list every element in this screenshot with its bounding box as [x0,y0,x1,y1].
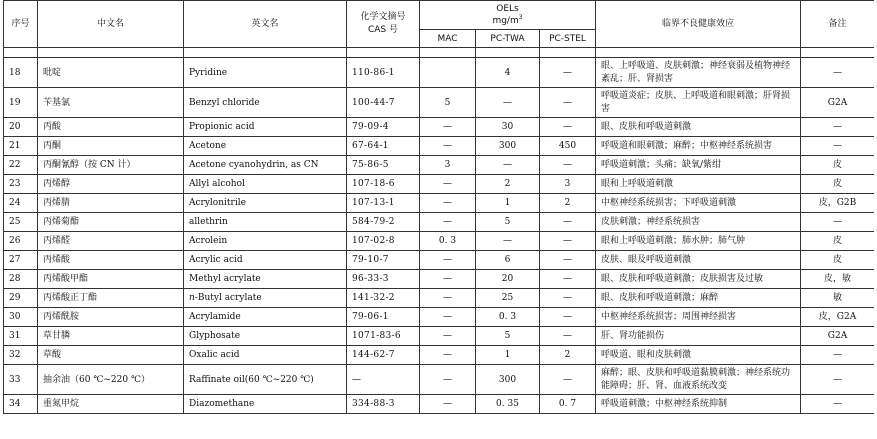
cell-pc-stel: — [540,289,596,308]
header-oels-label: OELs [496,4,519,14]
table-row [4,194,875,213]
cell-mac: 5 [420,88,476,118]
table-row [4,137,875,156]
cell-critical-effect: 皮肤、眼及呼吸道刺激 [596,251,801,270]
cell-pc-stel: — [540,58,596,88]
cell-pc-stel: — [540,251,596,270]
cell-chinese-name: 丙酮 [38,137,184,156]
cell-critical-effect: 呼吸道刺激；中枢神经系统抑制 [596,395,801,414]
cell-english-name: Acetone cyanohydrin, as CN [184,156,347,175]
cell-critical-effect: 肝、肾功能损伤 [596,327,801,346]
cell-chinese-name: 苄基氯 [38,88,184,118]
cell-chinese-name: 丙酮氰醇（按 CN 计） [38,156,184,175]
cell-pc-twa: 20 [476,270,540,289]
cell-note: G2A [801,88,875,118]
cell-seq: 34 [4,395,38,414]
header-note: 备注 [801,1,875,48]
cell-pc-twa: 1 [476,346,540,365]
cell-pc-twa: 6 [476,251,540,270]
cell-mac: — [420,213,476,232]
cell-english-name: Glyphosate [184,327,347,346]
cell-chinese-name: 丙烯醇 [38,175,184,194]
cell-mac: — [420,175,476,194]
cell-english-name: Oxalic acid [184,346,347,365]
cell-pc-twa: 25 [476,289,540,308]
cell-chinese-name: 丙烯酸甲酯 [38,270,184,289]
cell-seq: 21 [4,137,38,156]
cell-pc-twa: 5 [476,327,540,346]
cell-pc-stel: 2 [540,194,596,213]
cell-chinese-name: 丙烯酸 [38,251,184,270]
cell-pc-stel: — [540,327,596,346]
cell-critical-effect: 呼吸道和眼刺激；麻醉；中枢神经系统损害 [596,137,801,156]
cell-pc-twa: 5 [476,213,540,232]
cell-chinese-name: 吡啶 [38,58,184,88]
cell-pc-stel: — [540,232,596,251]
cell-cas: 100-44-7 [347,88,420,118]
cell-mac: — [420,118,476,137]
header-oels-unit-base: mg/m [492,16,519,26]
table-row [4,156,875,175]
table-row [4,118,875,137]
cell-english-name: Allyl alcohol [184,175,347,194]
cell-cas: 79-10-7 [347,251,420,270]
header-critical-effect: 临界不良健康效应 [596,1,801,48]
table-row [4,395,875,414]
cell-critical-effect: 眼、皮肤和呼吸道刺激；皮肤损害及过敏 [596,270,801,289]
cell-english-name: Pyridine [184,58,347,88]
cell-cas: 67-64-1 [347,137,420,156]
cell-mac: — [420,395,476,414]
cell-pc-twa: 300 [476,365,540,395]
cell-note: — [801,395,875,414]
english-name-prefix: n [189,293,195,303]
cell-critical-effect: 眼、上呼吸道、皮肤刺激；神经衰弱及植物神经紊乱；肝、肾损害 [596,58,801,88]
cell-cas: 107-13-1 [347,194,420,213]
cell-seq: 29 [4,289,38,308]
cell-seq: 27 [4,251,38,270]
cell-note: 皮，G2B [801,194,875,213]
table-row [4,308,875,327]
cell-seq: 32 [4,346,38,365]
cell-english-name: Acrylamide [184,308,347,327]
cell-note: — [801,137,875,156]
cell-mac [420,58,476,88]
cell-pc-twa: — [476,232,540,251]
cell-mac: — [420,365,476,395]
oels-table-sheet [3,0,874,439]
cell-mac: — [420,308,476,327]
cell-mac: — [420,270,476,289]
cell-chinese-name: 抽余油（60 ℃~220 ℃） [38,365,184,395]
cell-note: — [801,346,875,365]
cell-critical-effect: 呼吸道炎症；皮肤、上呼吸道和眼刺激；肝肾损害 [596,88,801,118]
table-row [4,58,875,88]
cell-note: — [801,118,875,137]
header-pc-stel: PC-STEL [540,30,596,48]
cell-cas: 79-06-1 [347,308,420,327]
cell-chinese-name: 丙烯醛 [38,232,184,251]
cell-chinese-name: 丙烯酸正丁酯 [38,289,184,308]
table-row [4,365,875,395]
cell-chinese-name: 丙烯腈 [38,194,184,213]
cell-seq: 24 [4,194,38,213]
cell-pc-twa: 4 [476,58,540,88]
cell-english-name: Propionic acid [184,118,347,137]
cell-pc-stel: — [540,156,596,175]
cell-pc-stel: — [540,118,596,137]
cell-note: 皮，敏 [801,270,875,289]
table-row [4,270,875,289]
cell-pc-twa: — [476,156,540,175]
table-row [4,232,875,251]
cell-cas: 1071-83-6 [347,327,420,346]
cell-critical-effect: 眼和上呼吸道刺激 [596,175,801,194]
cell-pc-stel: 450 [540,137,596,156]
header-mac: MAC [420,30,476,48]
table-row [4,251,875,270]
cell-cas: 141-32-2 [347,289,420,308]
cell-critical-effect: 呼吸道、眼和皮肤刺激 [596,346,801,365]
header-oels [420,1,596,30]
cell-seq: 22 [4,156,38,175]
header-english-name: 英文名 [184,1,347,48]
header-oels-unit [422,15,593,27]
cell-english-name: Acrylonitrile [184,194,347,213]
cell-critical-effect: 中枢神经系统损害；周围神经损害 [596,308,801,327]
header-cas-line1: 化学文摘号 [360,12,406,22]
cell-english-name: Benzyl chloride [184,88,347,118]
cell-cas: 144-62-7 [347,346,420,365]
cell-note: 皮 [801,156,875,175]
header-seq: 序号 [4,1,38,48]
cell-mac: — [420,346,476,365]
cell-cas: 334-88-3 [347,395,420,414]
cell-seq: 18 [4,58,38,88]
cell-mac: — [420,327,476,346]
cell-cas: 110-86-1 [347,58,420,88]
header-oels-unit-exp: 3 [518,14,523,21]
cell-mac: — [420,289,476,308]
cell-chinese-name: 丙烯酰胺 [38,308,184,327]
cell-pc-twa: 2 [476,175,540,194]
table-row [4,346,875,365]
cell-chinese-name: 丙烯菊酯 [38,213,184,232]
cell-note: 皮 [801,251,875,270]
table-row [4,175,875,194]
cell-critical-effect: 皮肤刺激；神经系统损害 [596,213,801,232]
cell-cas: — [347,365,420,395]
cell-note: 敏 [801,289,875,308]
cell-mac: 0. 3 [420,232,476,251]
cell-seq: 30 [4,308,38,327]
cell-cas: 107-02-8 [347,232,420,251]
cell-seq: 26 [4,232,38,251]
cell-seq: 20 [4,118,38,137]
table-row [4,327,875,346]
cell-mac: — [420,194,476,213]
cell-note: 皮 [801,175,875,194]
cell-seq: 31 [4,327,38,346]
table-body [4,58,875,414]
cell-english-name: Raffinate oil(60 ℃~220 ℃) [184,365,347,395]
cell-seq: 19 [4,88,38,118]
cell-english-name [184,289,347,308]
cell-note: — [801,213,875,232]
header-cas [347,1,420,48]
cell-english-name: Acrylic acid [184,251,347,270]
cell-seq: 28 [4,270,38,289]
cell-pc-stel: — [540,88,596,118]
cell-critical-effect: 眼、皮肤和呼吸道刺激；麻醉 [596,289,801,308]
cell-mac: — [420,251,476,270]
header-gap-row [4,48,875,58]
cell-note: — [801,58,875,88]
cell-pc-stel: 0. 7 [540,395,596,414]
cell-pc-stel: 2 [540,346,596,365]
cell-note: G2A [801,327,875,346]
cell-pc-stel: 3 [540,175,596,194]
table-row [4,289,875,308]
cell-seq: 23 [4,175,38,194]
table-row [4,213,875,232]
cell-english-name: Diazomethane [184,395,347,414]
cell-english-name: allethrin [184,213,347,232]
cell-mac: — [420,137,476,156]
cell-note: 皮，G2A [801,308,875,327]
header-pc-twa: PC-TWA [476,30,540,48]
english-name-text: -Butyl acrylate [194,293,262,303]
cell-cas: 79-09-4 [347,118,420,137]
cell-critical-effect: 呼吸道刺激；头痛；缺氧/紫绀 [596,156,801,175]
cell-chinese-name: 草甘膦 [38,327,184,346]
cell-pc-twa: 30 [476,118,540,137]
cell-cas: 96-33-3 [347,270,420,289]
cell-pc-twa: 1 [476,194,540,213]
cell-seq: 33 [4,365,38,395]
cell-critical-effect: 麻醉；眼、皮肤和呼吸道黏膜刺激；神经系统功能障碍；肝、肾、血液系统改变 [596,365,801,395]
cell-pc-stel: — [540,270,596,289]
cell-pc-stel: — [540,213,596,232]
cell-note: — [801,365,875,395]
cell-pc-twa: — [476,88,540,118]
cell-english-name: Acrolein [184,232,347,251]
cell-english-name: Methyl acrylate [184,270,347,289]
cell-mac: 3 [420,156,476,175]
cell-cas: 75-86-5 [347,156,420,175]
cell-pc-twa: 300 [476,137,540,156]
cell-pc-twa: 0. 35 [476,395,540,414]
table-row [4,88,875,118]
cell-seq: 25 [4,213,38,232]
cell-cas: 107-18-6 [347,175,420,194]
header-chinese-name: 中文名 [38,1,184,48]
cell-critical-effect: 眼和上呼吸道刺激；肺水肿；肺气肿 [596,232,801,251]
cell-chinese-name: 重氮甲烷 [38,395,184,414]
cell-note: 皮 [801,232,875,251]
cell-critical-effect: 眼、皮肤和呼吸道刺激 [596,118,801,137]
cell-pc-stel: — [540,308,596,327]
cell-english-name: Acetone [184,137,347,156]
cell-chinese-name: 草酸 [38,346,184,365]
oels-table [3,0,874,414]
cell-pc-twa: 0. 3 [476,308,540,327]
cell-chinese-name: 丙酸 [38,118,184,137]
cell-critical-effect: 中枢神经系统损害；下呼吸道刺激 [596,194,801,213]
cell-pc-stel: — [540,365,596,395]
cell-cas: 584-79-2 [347,213,420,232]
header-cas-line2: CAS 号 [367,25,398,35]
